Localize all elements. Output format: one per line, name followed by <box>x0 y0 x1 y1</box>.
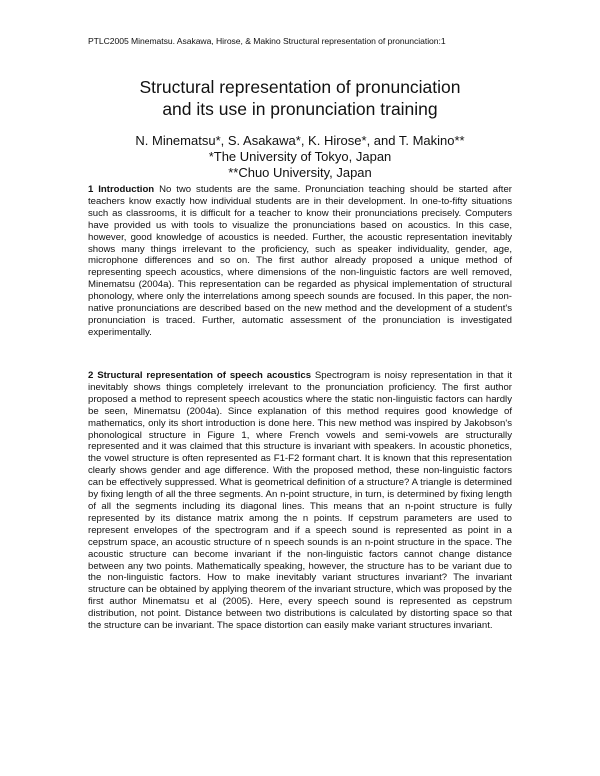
running-header: PTLC2005 Minematsu. Asakawa, Hirose, & Makino Structural representation of pronunciation:1 <box>88 36 446 46</box>
affiliation-chuo: **Chuo University, Japan <box>228 165 372 180</box>
title-line-2: and its use in pronunciation training <box>162 99 438 119</box>
section-heading-structural-representation: 2 Structural representation of speech acoustics <box>88 370 312 381</box>
title-block <box>88 76 512 181</box>
section-heading-introduction: 1 Introduction <box>88 184 155 195</box>
section-introduction <box>88 184 512 339</box>
section-body-introduction: No two students are the same. Pronunciation teaching should be started after teachers know exactly how individual students are in their development. In one-to-fifty situations such as classrooms, it is difficult for a teacher to know their pronunciations precisely. Computers have provided us with tools to visualize the pronunciations based on acoustics. In this case, however, good knowledge of acoustics is needed. Further, the acoustic representation inevitably shows many things irrelevant to the proficiency, such as speaker individuality, gender, age, microphone differences and so on. The first author already proposed a unique method of representing speech acoustics, where dimensions of the non-linguistic factors are well removed, Minematsu (2004a). This representation can be regarded as physical implementation of structural phonology, where only the interrelations among speech sounds are focused. In this paper, the non-native pronunciations are described based on the new method and the development of a student's pronunciation is traced. Further, automatic assessment of the pronunciation is investigated experimentally. <box>88 184 512 338</box>
paper-title <box>88 76 512 120</box>
author-list: N. Minematsu*, S. Asakawa*, K. Hirose*, and T. Makino** <box>135 133 465 148</box>
title-line-1: Structural representation of pronunciation <box>139 77 461 97</box>
affiliation-tokyo: *The University of Tokyo, Japan <box>208 149 392 164</box>
section-structural-representation <box>88 370 512 632</box>
section-body-structural-representation: Spectrogram is noisy representation in that it inevitably shows things completely irrelevant to the pronunciation proficiency. The first author proposed a method to represent speech acoustics where the static non-linguistic factors can hardly be seen, Minematsu (2004a). Since explanation of this method requires good knowledge of mathematics, only its short introduction is done here. This new method was inspired by Jakobson's phonological structure in Figure 1, where French vowels and semi-vowels are structurally represented and it was claimed that this structure is invariant with speakers. In acoustic phonetics, the vowel structure is often represented as F1-F2 formant chart. It is known that this representation clearly shows gender and age difference. With the proposed method, these non-linguistic factors can be effectively suppressed. What is geometrical definition of a structure? A triangle is determined by fixing length of all the three segments. An n-point structure, in turn, is determined by fixing length of all the segments including its diagonal lines. This means that an n-point structure is fully represented by its distance matrix among the n points. If cepstrum parameters are used to represent envelopes of the spectrogram and if a speech sound is represented as point in a cepstrum space, an acoustic structure of n speech sounds is an n-point structure in the space. The acoustic structure can become invariant if the non-linguistic factors cannot change distance between any two points. Mathematically speaking, however, the structure has to be variant due to the non-linguistic factors. How to make inevitably variant structures invariant? The invariant structure can be obtained by applying theorem of the invariant structure, which was proposed by the first author Minematsu et al (2005). Here, every speech sound is represented as cepstrum distribution, not point. Distance between two distributions is calculated by distorting space so that the structure can be invariant. The space distortion can easily make variant structures invariant. <box>88 370 512 632</box>
